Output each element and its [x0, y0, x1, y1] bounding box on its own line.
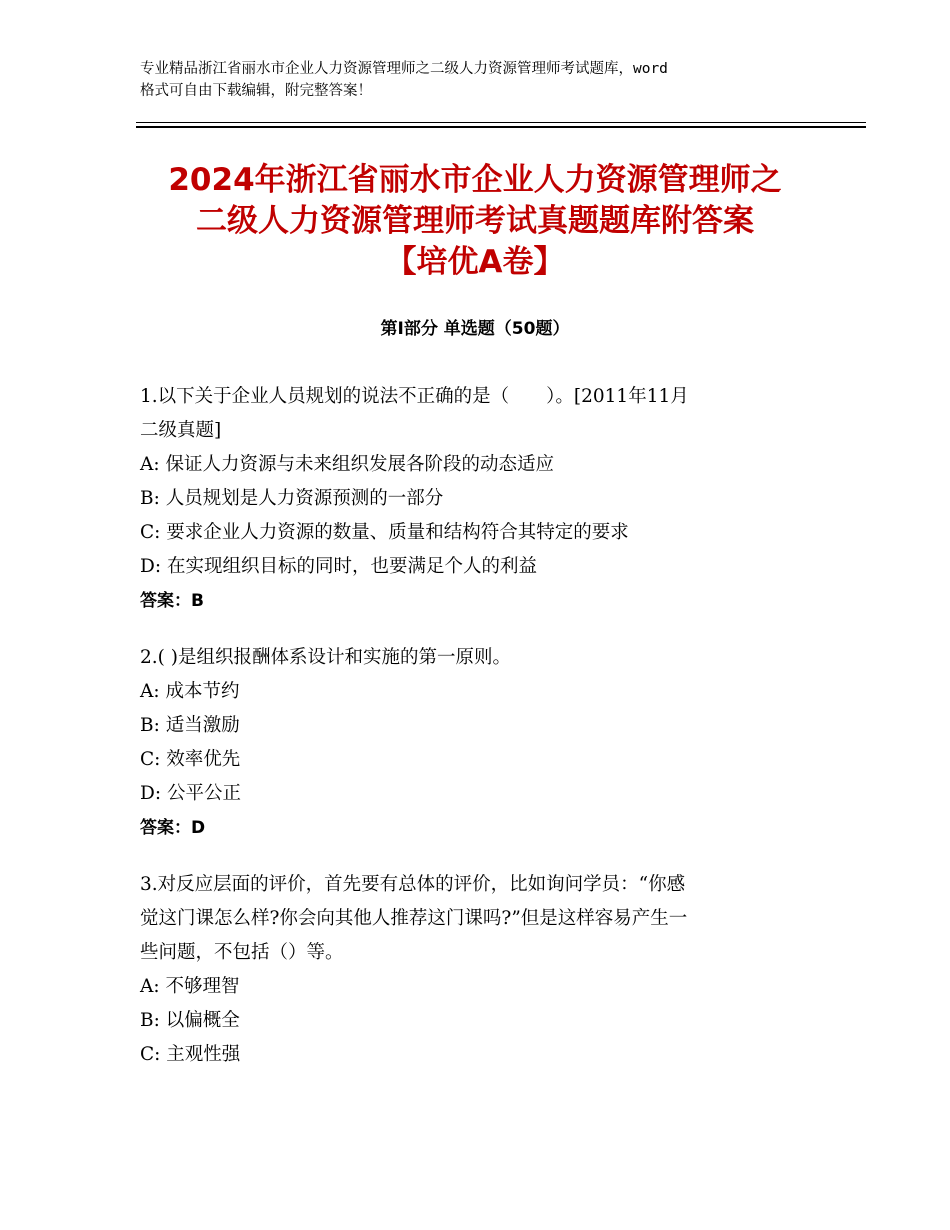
section-heading: 第Ⅰ部分 单选题（50题）	[380, 319, 570, 339]
question-3-option-b: B: 以偏概全	[140, 1010, 240, 1031]
question-2-option-d: D: 公平公正	[140, 783, 241, 804]
question-3-stem-line-1: 3.对反应层面的评价，首先要有总体的评价，比如询问学员：“你感	[140, 874, 686, 895]
question-1-answer: 答案：B	[140, 591, 204, 611]
question-2-option-c: C: 效率优先	[140, 749, 241, 770]
header-note-line-2: 格式可自由下载编辑，附完整答案！	[140, 83, 372, 99]
header-note	[140, 58, 820, 102]
title-line-1: 2024年浙江省丽水市企业人力资源管理师之	[168, 162, 782, 198]
question-3-stem-line-2: 觉这门课怎么样?你会向其他人推荐这门课吗?”但是这样容易产生一	[140, 908, 688, 929]
question-2-option-a: A: 成本节约	[140, 681, 240, 702]
header-rule	[136, 122, 866, 128]
question-1-option-b: B: 人员规划是人力资源预测的一部分	[140, 488, 444, 509]
question-3-option-c: C: 主观性强	[140, 1044, 241, 1065]
header-note-line-1: 专业精品浙江省丽水市企业人力资源管理师之二级人力资源管理师考试题库，word	[140, 61, 668, 77]
question-1-stem-line-1: 1.以下关于企业人员规划的说法不正确的是（ ）。[2011年11月	[140, 386, 689, 407]
question-1	[140, 380, 810, 618]
question-1-option-a: A: 保证人力资源与未来组织发展各阶段的动态适应	[140, 454, 554, 475]
question-2	[140, 641, 810, 845]
document-title	[100, 160, 850, 283]
question-2-stem-line-1: 2.( )是组织报酬体系设计和实施的第一原则。	[140, 647, 511, 668]
question-2-answer: 答案：D	[140, 818, 206, 838]
question-list	[140, 380, 810, 1095]
question-3-stem-line-3: 些问题，不包括（）等。	[140, 942, 344, 963]
question-1-option-d: D: 在实现组织目标的同时，也要满足个人的利益	[140, 556, 537, 577]
title-line-3: 【培优A卷】	[385, 244, 565, 280]
question-1-option-c: C: 要求企业人力资源的数量、质量和结构符合其特定的要求	[140, 522, 629, 543]
title-line-2: 二级人力资源管理师考试真题题库附答案	[196, 203, 754, 239]
question-3	[140, 868, 810, 1072]
question-1-stem-line-2: 二级真题]	[140, 420, 222, 441]
question-2-option-b: B: 适当激励	[140, 715, 240, 736]
question-3-option-a: A: 不够理智	[140, 976, 240, 997]
